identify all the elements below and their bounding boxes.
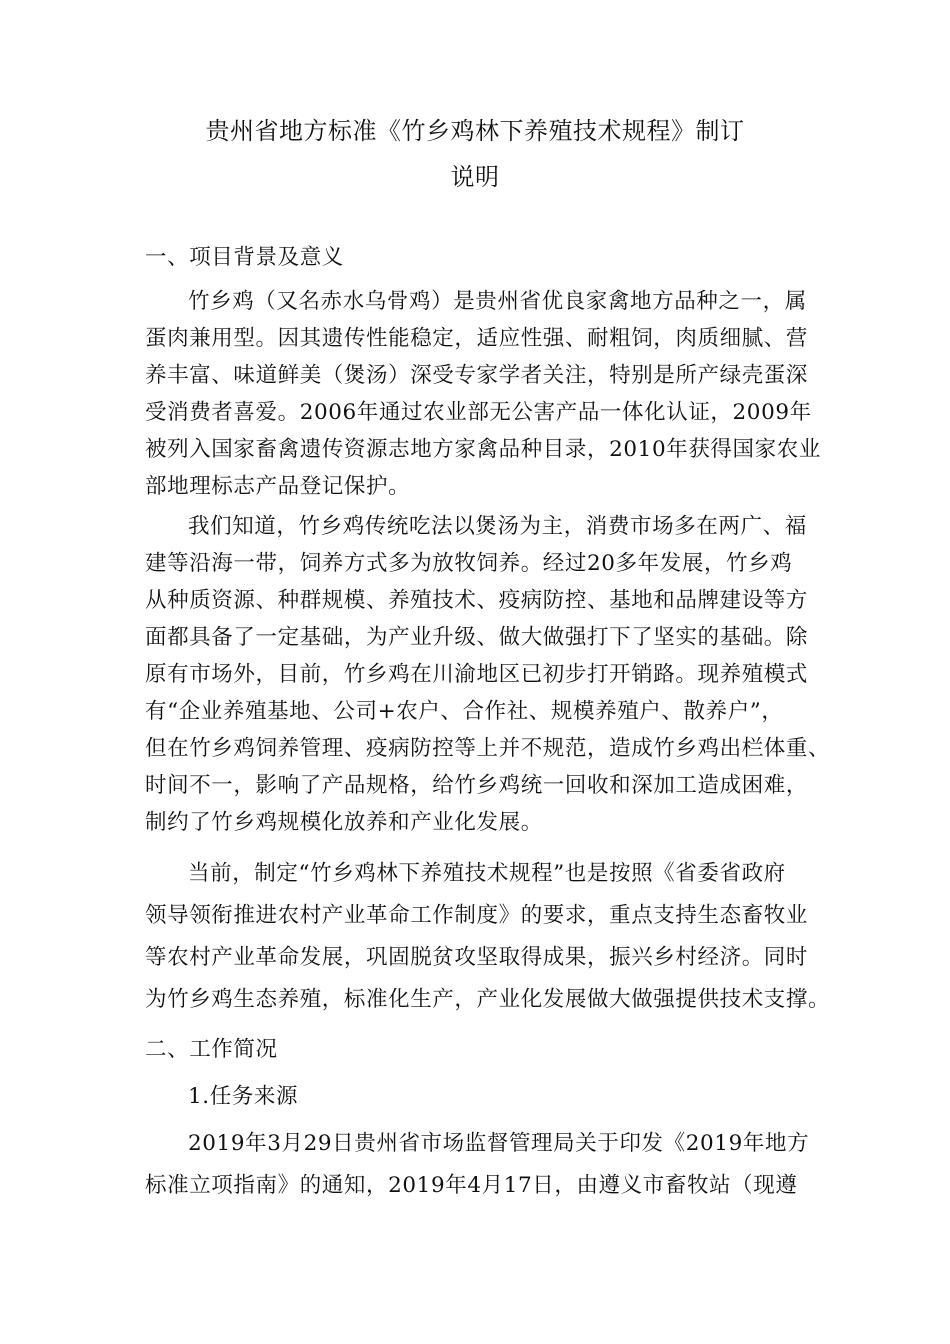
subsection-heading-task-source: 1.任务来源 xyxy=(188,1084,299,1109)
paragraph-line: 等农村产业革命发展，巩固脱贫攻坚取得成果，振兴乡村经济。同时 xyxy=(145,945,809,970)
paragraph-line: 领导领衔推进农村产业革命工作制度》的要求，重点支持生态畜牧业 xyxy=(145,903,809,928)
document-title: 贵州省地方标准《竹乡鸡林下养殖技术规程》制订 xyxy=(205,117,745,145)
paragraph-line: 蛋肉兼用型。因其遗传性能稳定，适应性强、耐粗饲，肉质细腻、营 xyxy=(145,326,809,351)
paragraph-line: 时间不一，影响了产品规格，给竹乡鸡统一回收和深加工造成困难， xyxy=(145,773,809,798)
section-heading-background: 一、项目背景及意义 xyxy=(145,245,344,270)
paragraph-line: 有“企业养殖基地、公司+农户、合作社、规模养殖户、散养户”， xyxy=(145,699,784,724)
paragraph-line: 标准立项指南》的通知，2019年4月17日，由遵义市畜牧站（现遵 xyxy=(145,1173,798,1198)
paragraph-line: 但在竹乡鸡饲养管理、疫病防控等上并不规范，造成竹乡鸡出栏体重、 xyxy=(145,736,831,761)
paragraph-line: 受消费者喜爱。2006年通过农业部无公害产品一体化认证，2009年 xyxy=(145,400,812,425)
paragraph-line: 面都具备了一定基础，为产业升级、做大做强打下了坚实的基础。除 xyxy=(145,625,809,650)
paragraph-line: 2019年3月29日贵州省市场监督管理局关于印发《2019年地方 xyxy=(188,1131,810,1156)
paragraph-line: 当前，制定“竹乡鸡林下养殖技术规程”也是按照《省委省政府 xyxy=(188,861,786,886)
paragraph-line: 原有市场外，目前，竹乡鸡在川渝地区已初步打开销路。现养殖模式 xyxy=(145,662,809,687)
paragraph-line: 从种质资源、种群规模、养殖技术、疫病防控、基地和品牌建设等方 xyxy=(145,588,809,613)
paragraph-line: 被列入国家畜禽遗传资源志地方家禽品种目录，2010年获得国家农业 xyxy=(145,437,821,462)
paragraph-line: 建等沿海一带，饲养方式多为放牧饲养。经过20多年发展，竹乡鸡 xyxy=(145,551,793,576)
paragraph-line: 养丰富、味道鲜美（煲汤）深受专家学者关注，特别是所产绿壳蛋深 xyxy=(145,363,809,388)
paragraph-line: 部地理标志产品登记保护。 xyxy=(145,474,411,499)
section-heading-work-overview: 二、工作简况 xyxy=(145,1037,278,1062)
paragraph-line: 竹乡鸡（又名赤水乌骨鸡）是贵州省优良家禽地方品种之一，属 xyxy=(188,289,807,314)
document-subtitle: 说明 xyxy=(450,163,500,191)
paragraph-line: 为竹乡鸡生态养殖，标准化生产，产业化发展做大做强提供技术支撑。 xyxy=(145,987,831,1012)
paragraph-line: 制约了竹乡鸡规模化放养和产业化发展。 xyxy=(145,810,543,835)
paragraph-line: 我们知道，竹乡鸡传统吃法以煲汤为主，消费市场多在两广、福 xyxy=(188,514,807,539)
